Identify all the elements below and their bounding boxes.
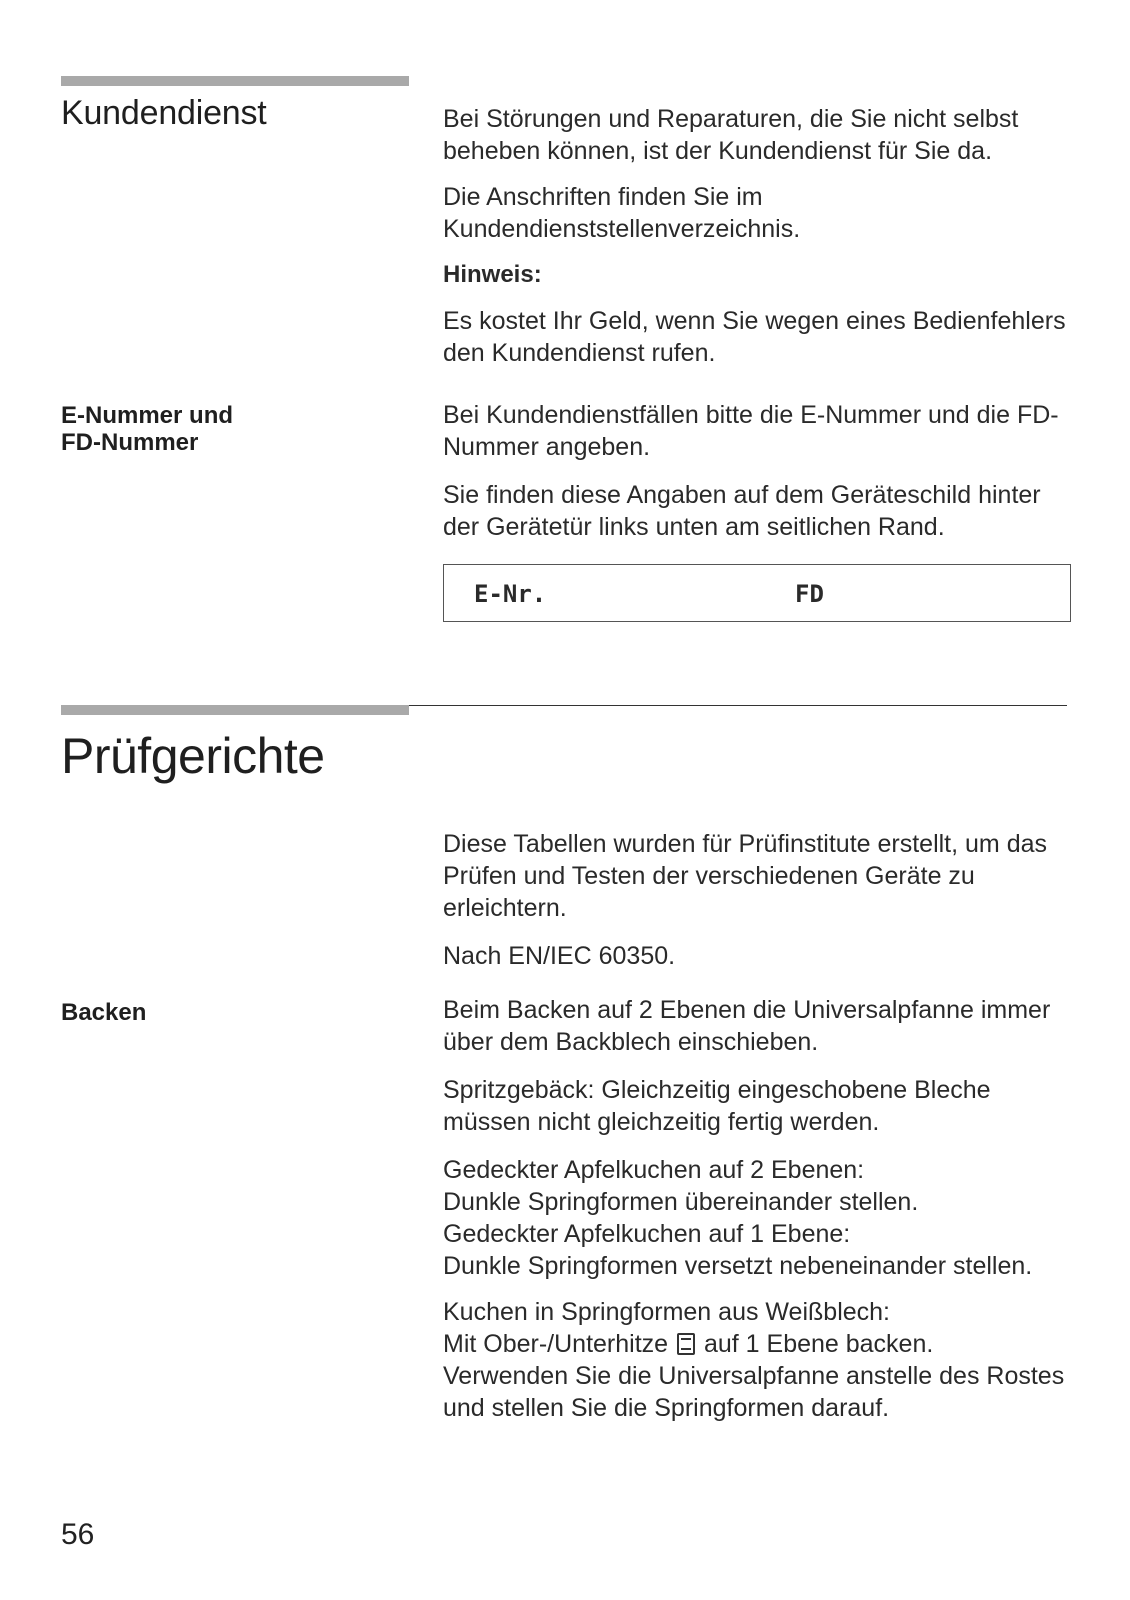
kundendienst-paragraph-1: Bei Störungen und Reparaturen, die Sie nicht selbst beheben können, ist der Kundendienst für Sie da.	[443, 105, 1019, 165]
backen-p3-line4: Dunkle Springformen versetzt nebeneinander stellen.	[443, 1252, 1033, 1280]
side-label-nummer-line2: FD-Nummer	[61, 429, 199, 456]
backen-p4-line3: Verwenden Sie die Universalpfanne anstelle des Rostes und stellen Sie die Springformen darauf.	[443, 1362, 1065, 1422]
section-rule-pruefgerichte	[409, 705, 1067, 706]
backen-p4-line2	[443, 1328, 1083, 1360]
fd-label: FD	[795, 580, 824, 608]
hinweis-text: Es kostet Ihr Geld, wenn Sie wegen eines Bedienfehlers den Kundendienst rufen.	[443, 307, 1066, 367]
backen-paragraph-4	[443, 1296, 1083, 1424]
pruefgerichte-paragraph-2: Nach EN/IEC 60350.	[443, 942, 676, 970]
backen-paragraph-1: Beim Backen auf 2 Ebenen die Universalpfanne immer über dem Backblech einschieben.	[443, 996, 1051, 1056]
pruefgerichte-content	[443, 828, 1083, 972]
nummer-paragraph-1: Bei Kundendienstfällen bitte die E-Nummer und die FD-Nummer angeben.	[443, 401, 1059, 461]
side-label-nummer	[61, 402, 233, 456]
section-bar-pruefgerichte	[61, 705, 409, 715]
backen-p4-line2-end: auf 1 Ebene backen.	[703, 1330, 934, 1358]
backen-content	[443, 994, 1083, 1424]
top-bottom-heat-icon	[677, 1333, 695, 1355]
page-number: 56	[61, 1518, 95, 1551]
nummer-paragraph-2: Sie finden diese Angaben auf dem Geräteschild hinter der Gerätetür links unten am seitlichen Rand.	[443, 481, 1041, 541]
pruefgerichte-paragraph-1: Diese Tabellen wurden für Prüfinstitute erstellt, um das Prüfen und Testen der verschiedenen Geräte zu erleichtern.	[443, 830, 1048, 922]
heading-pruefgerichte: Prüfgerichte	[61, 728, 325, 784]
kundendienst-paragraph-2: Die Anschriften finden Sie im Kundendienststellenverzeichnis.	[443, 183, 801, 243]
backen-paragraph-2: Spritzgebäck: Gleichzeitig eingeschobene Bleche müssen nicht gleichzeitig fertig werden.	[443, 1076, 991, 1136]
typeplate-box	[443, 564, 1071, 622]
side-label-nummer-line1: E-Nummer und	[61, 402, 234, 429]
backen-p4-line2-start: Mit Ober-/Unterhitze	[443, 1330, 669, 1358]
section-bar-kundendienst	[61, 76, 409, 86]
backen-p3-line3: Gedeckter Apfelkuchen auf 1 Ebene:	[443, 1220, 851, 1248]
side-label-backen: Backen	[61, 999, 147, 1026]
backen-p4-line1: Kuchen in Springformen aus Weißblech:	[443, 1298, 890, 1326]
backen-paragraph-3	[443, 1154, 1083, 1282]
kundendienst-content	[443, 103, 1083, 369]
heading-kundendienst: Kundendienst	[61, 94, 267, 132]
hinweis-label: Hinweis:	[443, 261, 542, 288]
enr-label: E-Nr.	[474, 580, 547, 608]
nummer-content	[443, 399, 1083, 543]
backen-p3-line1: Gedeckter Apfelkuchen auf 2 Ebenen:	[443, 1156, 865, 1184]
backen-p3-line2: Dunkle Springformen übereinander stellen.	[443, 1188, 919, 1216]
